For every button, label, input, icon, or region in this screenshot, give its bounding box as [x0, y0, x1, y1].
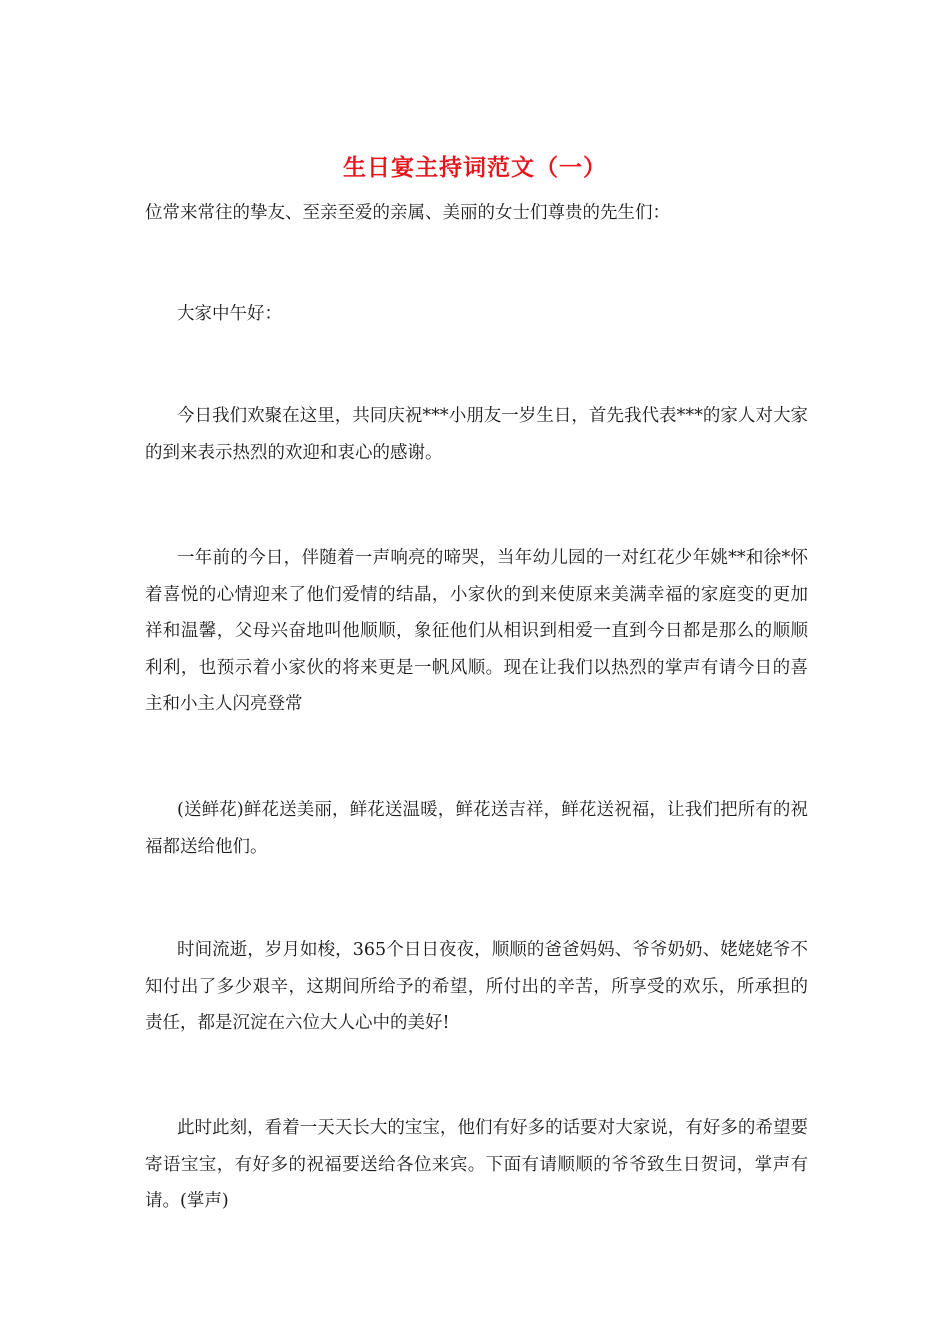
paragraph: 今日我们欢聚在这里，共同庆祝***小朋友一岁生日，首先我代表***的家人对大家的到来表示热烈的欢迎和衷心的感谢。 [145, 406, 808, 463]
paragraph: (送鲜花)鲜花送美丽，鲜花送温暖，鲜花送吉祥，鲜花送祝福，让我们把所有的祝福都送给他们。 [145, 800, 808, 857]
paragraph: 时间流逝，岁月如梭，365个日日夜夜，顺顺的爸爸妈妈、爷爷奶奶、姥姥姥爷不知付出了多少艰辛，这期间所给予的希望，所付出的辛苦，所享受的欢乐，所承担的责任，都是沉淀在六位大人心中的美好! [145, 940, 808, 1033]
salutation-line: 位常来常往的挚友、至亲至爱的亲属、美丽的女士们尊贵的先生们： [145, 203, 670, 223]
paragraph: 一年前的今日，伴随着一声响亮的啼哭，当年幼儿园的一对红花少年姚**和徐*怀着喜悦的心情迎来了他们爱情的结晶，小家伙的到来使原来美满幸福的家庭变的更加祥和温馨，父母兴奋地叫他顺顺，象征他们从相识到相爱一直到今日都是那么的顺顺利利，也预示着小家伙的将来更是一帆风顺。现在让我们以热烈的掌声有请今日的喜主和小主人闪亮登常 [145, 548, 808, 714]
greeting-line: 大家中午好： [177, 304, 282, 324]
paragraph: 此时此刻，看着一天天长大的宝宝，他们有好多的话要对大家说，有好多的希望要寄语宝宝，有好多的祝福要送给各位来宾。下面有请顺顺的爷爷致生日贺词，掌声有请。(掌声) [145, 1118, 808, 1211]
document-title: 生日宴主持词范文（一） [343, 154, 607, 181]
